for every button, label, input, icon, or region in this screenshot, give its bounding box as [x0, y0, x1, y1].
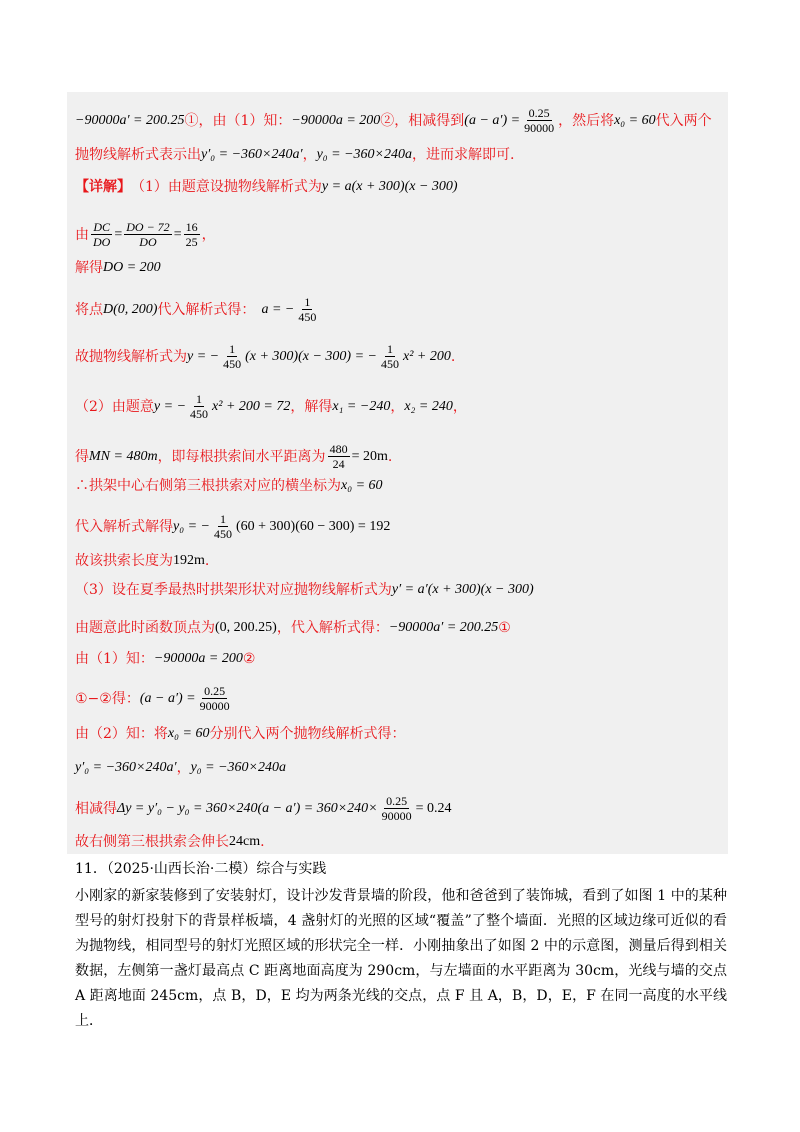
text: ，解得	[290, 398, 333, 415]
text: 相减得	[75, 800, 117, 817]
solution-line-11	[75, 512, 728, 541]
text: ②	[242, 651, 256, 667]
text: ①	[498, 620, 511, 636]
math: y₀ = −360×240a	[316, 147, 412, 162]
text: 由（1）知：	[75, 651, 154, 667]
math: y₀ = −360×240a	[190, 760, 286, 775]
math: x² + 200	[402, 348, 451, 364]
text: ①，由（1）知：	[184, 112, 292, 129]
math: =	[114, 226, 123, 242]
text: ②，相减得到	[380, 112, 465, 129]
fraction: $\frac{1}{450}$	[298, 295, 317, 324]
fraction: $\frac{1}{450}$	[213, 512, 232, 541]
math: = 20m	[351, 448, 388, 464]
solution-line-20	[75, 832, 728, 852]
solution-line-10	[75, 476, 728, 496]
math: y = −	[153, 398, 187, 414]
text: 故该拱索长度为	[75, 553, 173, 569]
math: y₀ = −	[173, 518, 210, 534]
math: −90000a′ = 200.25	[75, 112, 185, 128]
math: D(0, 200)	[103, 301, 158, 317]
text: ，然后将	[558, 112, 615, 129]
solution-line-3	[75, 177, 728, 197]
math: (x + 300)(x − 300) = −	[245, 348, 377, 364]
text: .	[260, 834, 265, 850]
text: 由题意此时函数顶点为	[75, 620, 215, 636]
detail-tag: 【详解】	[75, 179, 131, 195]
text: ，	[390, 398, 405, 415]
text: .	[387, 448, 393, 465]
math: x₀ = 60	[341, 478, 383, 493]
text: 得：	[111, 690, 140, 707]
math: x₀ = 60	[614, 112, 656, 128]
solution-line-15	[75, 649, 728, 669]
fraction: $\frac{480}{24}$	[329, 442, 348, 471]
text: 得	[75, 448, 89, 465]
math: (0, 200.25)	[215, 620, 277, 635]
text: .	[204, 553, 210, 569]
solution-line-17	[75, 724, 728, 744]
text: （2）由题意	[75, 398, 154, 415]
fraction: $\frac{0.25}{90000}$	[199, 684, 230, 713]
math: (a − a′) =	[464, 112, 521, 128]
math: −90000a = 200	[153, 651, 243, 666]
fraction: $\frac{DC}{DO}$	[93, 220, 111, 249]
solution-line-14	[75, 618, 728, 638]
problem-body: 小刚家的新家装修到了安装射灯，设计沙发背景墙的阶段，他和爸爸到了装饰城，看到了如图 1 中的某种型号的射灯投射下的背景样板墙，4 盏射灯的光照的区域“覆盖”了整个墙面．光照的区域边缘可近似的看为抛物线，相同型号的射灯光照区域的形状完全一样．小刚抽象出了如图 2 中的示意图，测量后得到相关数据，左侧第一盏灯最高点 C 距离地面高度为 290cm，与左墙面的水平距离为 30cm，光线与墙的交点 A 距离地面 245cm，点 B，D，E 均为两条光线的交点，点 F 且 A，B，D，E，F 在同一高度的水平线上．	[75, 888, 727, 1029]
math: x₀ = 60	[167, 726, 210, 741]
solution-line-19	[75, 794, 728, 823]
text: 代入解析式解得	[75, 518, 173, 535]
math: −90000a = 200	[291, 112, 381, 128]
text: 分别代入两个抛物线解析式得：	[209, 726, 406, 742]
math: x₁ = −240	[332, 398, 391, 414]
text: 代入两个	[655, 112, 712, 129]
text: 抛物线解析式表示出	[75, 147, 201, 163]
solution-line-2	[75, 145, 728, 165]
text: ，进而求解即可.	[412, 147, 515, 163]
math: MN = 480m	[89, 448, 158, 464]
math: = 0.24	[415, 800, 452, 816]
fraction: $\frac{16}{25}$	[185, 220, 198, 249]
text: ，	[452, 398, 467, 415]
solution-line-8	[75, 392, 728, 421]
text: ，	[302, 147, 317, 163]
solution-line-7	[75, 342, 728, 371]
fraction: $\frac{1}{450}$	[380, 342, 399, 371]
math: y′ = a′(x + 300)(x − 300)	[391, 582, 534, 597]
solution-line-18	[75, 758, 728, 778]
math: DO = 200	[103, 260, 161, 275]
text: .	[450, 348, 456, 365]
fraction: $\frac{DO - 72}{DO}$	[126, 220, 170, 249]
solution-line-6	[75, 295, 728, 324]
math: x₂ = 240	[404, 398, 453, 414]
text: 故抛物线解析式为	[75, 348, 187, 365]
text: ，	[176, 760, 191, 776]
solution-line-4	[75, 220, 728, 249]
solution-line-5	[75, 258, 728, 278]
text: （3）设在夏季最热时拱架形状对应抛物线解析式为	[75, 582, 392, 598]
math: x² + 200 = 72	[212, 398, 291, 414]
fraction: $\frac{1}{450}$	[223, 342, 242, 371]
math: y = a(x + 300)(x − 300)	[321, 179, 458, 194]
solution-line-9	[75, 442, 728, 471]
solution-line-16	[75, 684, 728, 713]
text: ，	[201, 226, 216, 243]
solution-line-12	[75, 551, 728, 571]
solution-line-1	[75, 106, 728, 135]
math: a = −	[261, 301, 295, 317]
math: (a − a′) =	[139, 690, 196, 706]
text: 故右侧第三根拱索会伸长	[75, 834, 229, 850]
text: ，代入解析式得：	[276, 620, 389, 636]
text: 解得	[75, 260, 103, 276]
math: y′₀ = −360×240a′	[75, 760, 177, 775]
math: =	[173, 226, 182, 242]
math: y′₀ = −360×240a′	[201, 147, 303, 162]
fraction: $\frac{0.25}{90000}$	[524, 106, 555, 135]
solution-line-13	[75, 580, 728, 600]
math: (60 + 300)(60 − 300) = 192	[235, 518, 391, 534]
math: −90000a′ = 200.25	[388, 620, 499, 635]
text: 由（2）知：将	[75, 726, 168, 742]
text: ∴拱架中心右侧第三根拱索对应的横坐标为	[75, 478, 341, 494]
fraction: $\frac{0.25}{90000}$	[381, 794, 412, 823]
text: 将点	[75, 301, 103, 318]
math: Δy = y′₀ − y₀ = 360×240(a − a′) = 360×240×	[117, 800, 378, 816]
text: ，即每根拱索间水平距离为	[157, 448, 326, 465]
fraction: $\frac{1}{450}$	[190, 392, 209, 421]
math: 192m	[173, 553, 205, 568]
text: 由	[75, 226, 89, 243]
problem-header: 11．（2025·山西长治·二模）综合与实践	[75, 861, 327, 877]
text: ①−②	[75, 690, 112, 707]
text: （1）由题意设抛物线解析式为	[131, 179, 322, 195]
text: 代入解析式得：	[157, 301, 256, 318]
math: y = −	[187, 348, 220, 364]
math: 24cm	[229, 834, 261, 849]
